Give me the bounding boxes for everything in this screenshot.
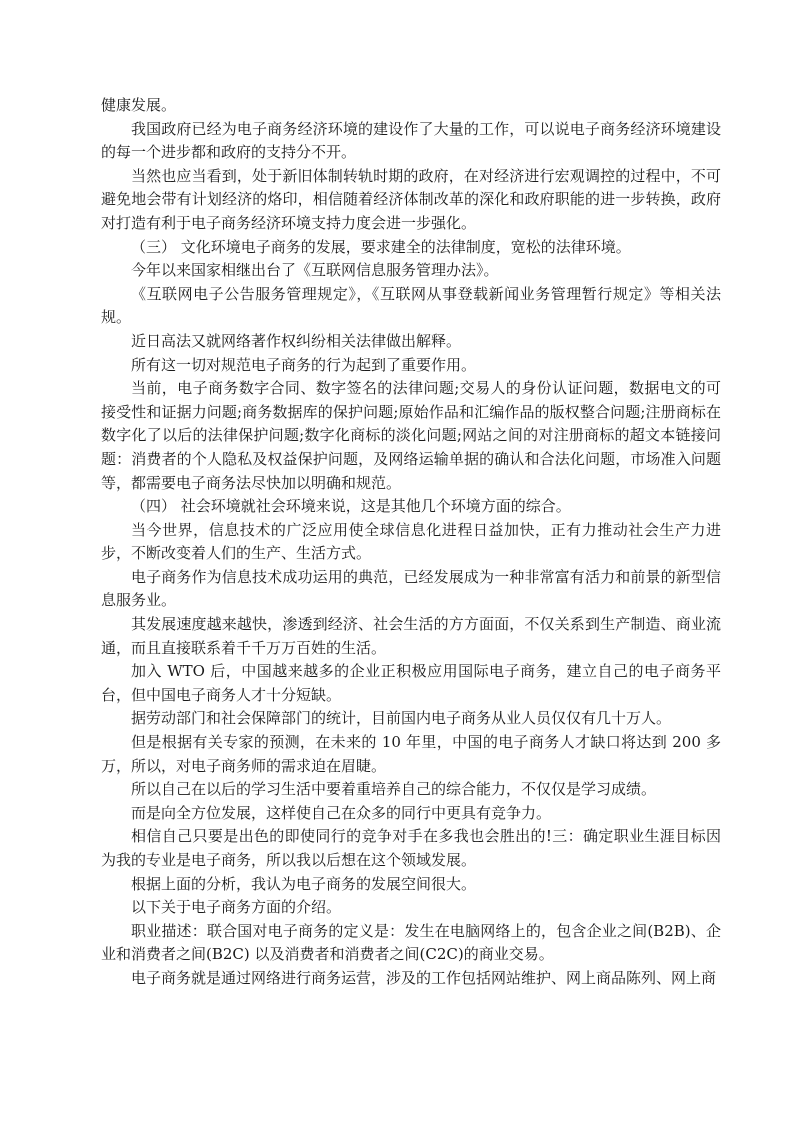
paragraph: 而是向全方位发展，这样使自己在众多的同行中更具有竞争力。 bbox=[131, 803, 552, 822]
paragraph: 所以自己在以后的学习生活中要着重培养自己的综合能力，不仅仅是学习成绩。 bbox=[131, 780, 657, 799]
section-heading-4: （四） 社会环境就社会环境来说，这是其他几个环境方面的综合。 bbox=[131, 497, 571, 516]
paragraph: 根据上面的分析，我认为电子商务的发展空间很大。 bbox=[131, 874, 477, 893]
paragraph: 以下关于电子商务方面的介绍。 bbox=[131, 898, 342, 917]
paragraph: 加入 WTO 后，中国越来越多的企业正积极应用国际电子商务，建立自己的电子商务平台，但中国电子商务人才十分短缺。 bbox=[101, 662, 721, 704]
paragraph: 但是根据有关专家的预测，在未来的 10 年里，中国的电子商务人才缺口将达到 200 多万，所以，对电子商务师的需求迫在眉睫。 bbox=[101, 733, 721, 775]
paragraph: 《互联网电子公告服务管理规定》，《互联网从事登载新闻业务管理暂行规定》等相关法规。 bbox=[101, 284, 721, 327]
paragraph: 今年以来国家相继出台了《互联网信息服务管理办法》。 bbox=[131, 261, 499, 280]
paragraph: 我国政府已经为电子商务经济环境的建设作了大量的工作，可以说电子商务经济环境建设的每一个进步都和政府的支持分不开。 bbox=[101, 119, 721, 162]
paragraph: 职业描述：联合国对电子商务的定义是：发生在电脑网络上的，包含企业之间(B2B)、企业和消费者之间(B2C) 以及消费者和消费者之间(C2C)的商业交易。 bbox=[101, 921, 721, 964]
paragraph: 当今世界，信息技术的广泛应用使全球信息化进程日益加快，正有力推动社会生产力进步，不断改变着人们的生产、生活方式。 bbox=[101, 520, 721, 563]
paragraph: 健康发展。 bbox=[101, 96, 177, 114]
section-heading-3: （三） 文化环境电子商务的发展，要求建全的法律制度，宽松的法律环境。 bbox=[131, 237, 631, 256]
paragraph: 据劳动部门和社会保障部门的统计，目前国内电子商务从业人员仅仅有几十万人。 bbox=[131, 709, 672, 728]
paragraph: 当前，电子商务数字合同、数字签名的法律问题;交易人的身份认证问题，数据电文的可接受性和证据力问题;商务数据库的保护问题;原始作品和汇编作品的版权整合问题;注册商标在数字化了以后的法律保护问题;数字化商标的淡化问题;网站之间的对注册商标的超文本链接问题：消费者的个人隐私及权益保护问题，及网络运输单据的确认和合法化问题，市场准入问题等，都需要电子商务法尽快加以明确和规范。 bbox=[101, 379, 721, 492]
paragraph: 所有这一切对规范电子商务的行为起到了重要作用。 bbox=[131, 355, 477, 374]
paragraph: 电子商务就是通过网络进行商务运营，涉及的工作包括网站维护、网上商品陈列、网上商 bbox=[131, 968, 717, 987]
paragraph: 其发展速度越来越快，渗透到经济、社会生活的方方面面，不仅关系到生产制造、商业流通，而且直接联系着千千万万百姓的生活。 bbox=[101, 615, 721, 657]
paragraph: 相信自己只要是出色的即使同行的竞争对手在多我也会胜出的!三：确定职业生涯目标因为我的专业是电子商务，所以我以后想在这个领域发展。 bbox=[101, 827, 721, 869]
document-body bbox=[101, 94, 721, 991]
paragraph: 当然也应当看到，处于新旧体制转轨时期的政府，在对经济进行宏观调控的过程中，不可避免地会带有计划经济的烙印，相信随着经济体制改革的深化和政府职能的进一步转换，政府对打造有利于电子商务经济环境支持力度会进一步强化。 bbox=[101, 166, 721, 232]
paragraph: 电子商务作为信息技术成功运用的典范，已经发展成为一种非常富有活力和前景的新型信息服务业。 bbox=[101, 567, 721, 610]
paragraph: 近日高法又就网络著作权纠纷相关法律做出解释。 bbox=[131, 331, 462, 350]
